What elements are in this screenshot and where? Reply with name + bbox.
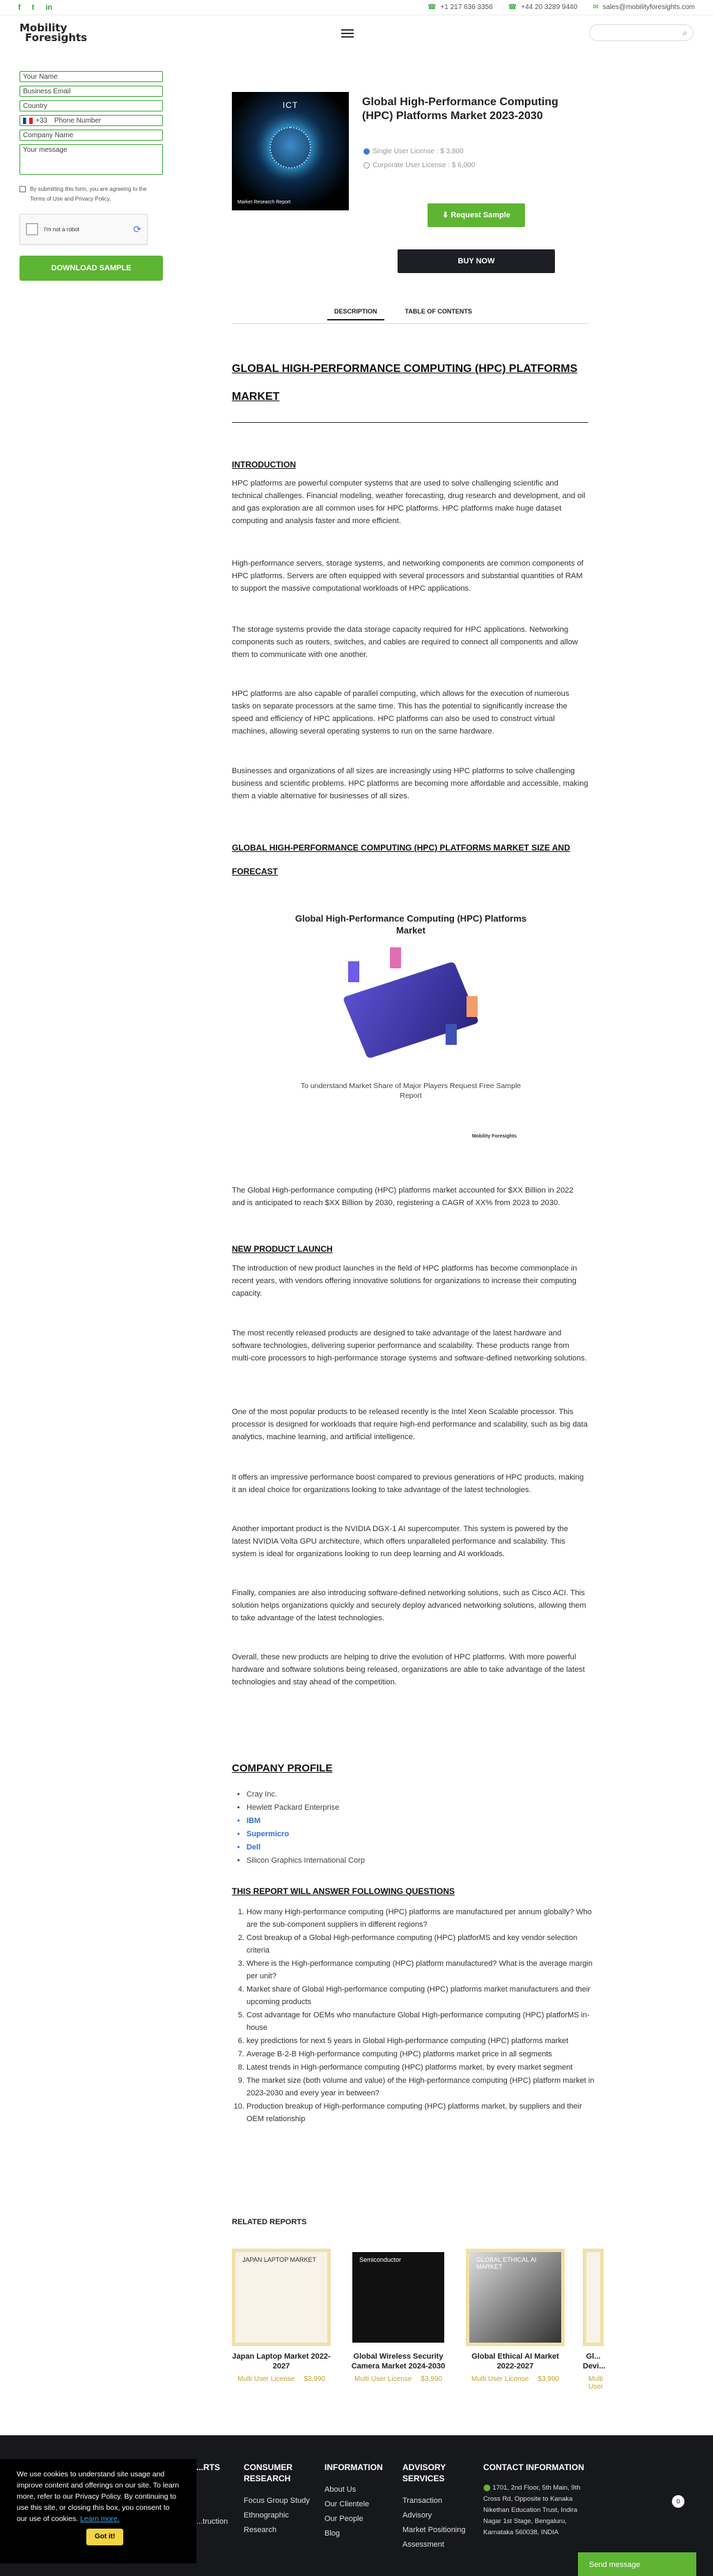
launch-paragraph-4: It offers an impressive performance boost compared to previous generations of HPC products, making it an ideal choice for organizations looking to take advantage of the latest technologies. — [232, 1473, 584, 1494]
product-title: Global High-Performance Computing (HPC) Platforms Market 2023-2030 — [362, 96, 558, 122]
top-bar — [0, 0, 713, 15]
twitter-icon[interactable]: t — [31, 3, 35, 12]
list-item: 8. Latest trends in High-performance computing (HPC) platforms market, by every market segment — [246, 2061, 595, 2074]
cookie-banner — [0, 2459, 196, 2563]
phone-us-text: +1 217 636 3356 — [440, 3, 493, 11]
cookie-accept-button[interactable]: Got it! — [86, 2529, 123, 2545]
license-label: Multi User — [588, 2375, 604, 2391]
cookie-learn-more-link[interactable]: Learn more. — [80, 2515, 120, 2523]
mail-icon: ✉ — [593, 3, 599, 11]
related-report-card[interactable] — [466, 2249, 565, 2391]
related-reports-carousel — [232, 2249, 606, 2391]
infographic-title: Global High-Performance Computing (HPC) Platforms Market — [295, 913, 527, 936]
recaptcha-icon: ⟳ — [133, 223, 141, 235]
product-launch-heading: NEW PRODUCT LAUNCH — [232, 1244, 333, 1254]
related-report-title[interactable]: Japan Laptop Market 2022-2027 — [232, 2352, 331, 2371]
captcha-label: I'm not a robot — [44, 226, 79, 233]
related-report-card[interactable] — [349, 2249, 448, 2391]
download-sample-button[interactable]: DOWNLOAD SAMPLE — [19, 256, 163, 281]
chat-unread-badge[interactable]: 0 — [672, 2495, 684, 2508]
logo-line-1: Mobility — [19, 22, 68, 34]
location-icon: ⬤ — [483, 2484, 493, 2492]
contact-links — [428, 3, 695, 11]
phone-uk-text: +44 20 3289 9440 — [521, 3, 578, 11]
phone-icon: ☎ — [508, 3, 517, 11]
footer-heading: ...RTS — [196, 2462, 221, 2472]
list-item: 10. Production breakup of High-performance computing (HPC) platforms market, by suppliers and their OEM relationship — [246, 2100, 595, 2125]
price-label: $3,990 — [538, 2375, 559, 2383]
license-single-option[interactable] — [363, 148, 464, 155]
report-cover-image — [232, 92, 349, 210]
list-item: 2. Cost breakup of a Global High-performance computing (HPC) platforMS and key vendor selection criteria — [246, 1932, 595, 1957]
launch-paragraph-1: The introduction of new product launches in the field of HPC platforms has become commonplace in recent years, with vendors offering innovative solutions for organizations to increase their computing capacity. — [232, 1264, 577, 1298]
article-main-heading: GLOBAL HIGH-PERFORMANCE COMPUTING (HPC) PLATFORMS MARKET — [232, 363, 578, 403]
license-label: Multi User License — [354, 2375, 412, 2383]
footer-heading: CONTACT INFORMATION — [483, 2462, 584, 2472]
captcha-checkbox[interactable] — [26, 223, 38, 235]
license-corporate-label: Corporate User License : $ 6,000 — [373, 162, 476, 169]
footer-address: 1701, 2nd Floor, 5th Main, 9th Cross Rd, Opposite to Kanaka Nikethan Education Trust, Indira Nagar 1st Stage, Bengaluru, Karnataka 560038, INDIA — [483, 2484, 581, 2536]
site-logo[interactable] — [19, 23, 87, 42]
tab-divider — [232, 323, 588, 324]
footer-link[interactable]: Our People — [324, 2515, 363, 2523]
related-report-card[interactable] — [232, 2249, 331, 2391]
heading-rule — [232, 422, 588, 423]
license-corporate-option[interactable] — [363, 162, 475, 169]
content-tabs — [327, 304, 479, 320]
intro-paragraph-4: HPC platforms are also capable of parallel computing, which allows for the execution of numerous tasks on separate processors at the same time. This has the potential to significantly increase the speed and efficiency of HPC applications. HPC platforms can also be used to construct virtual machines, allowing several operating systems to run on the same hardware. — [232, 690, 570, 736]
company-field[interactable]: Company Name — [19, 130, 163, 141]
launch-paragraph-7: Overall, these new products are helping to drive the evolution of HPC platforms. With more powerful hardware and software solutions being released, organizations are able to take advantage of the latest technologies and stay ahead of the competition. — [232, 1653, 585, 1686]
thumbnail-tag: GLOBAL ETHICAL AI MARKET — [476, 2256, 537, 2270]
phone-link-uk[interactable] — [508, 3, 577, 11]
list-item: 1. How many High-performance computing (HPC) platforms are manufactured per annum globally? Who are the sub-component suppliers in different regions? — [246, 1906, 595, 1931]
list-item-link[interactable]: • IBM — [246, 1815, 365, 1828]
launch-paragraph-3: One of the most popular products to be released recently is the Intel Xeon Scalable processor. This processor is designed for workloads that require high-end performance and scalability, such as big data analytics, machine learning, and artificial intelligence. — [232, 1408, 588, 1441]
footer-info-column — [324, 2462, 387, 2541]
size-forecast-heading: GLOBAL HIGH-PERFORMANCE COMPUTING (HPC) PLATFORMS MARKET SIZE AND FORECAST — [232, 843, 570, 876]
company-profile-heading: COMPANY PROFILE — [232, 1762, 333, 1774]
market-size-paragraph: The Global High-performance computing (HPC) platforms market accounted for $XX Billion in 2022 and is anticipated to reach $XX Billion by 2030, registering a CAGR of XX% from 2023 to 2030. — [232, 1186, 574, 1207]
radio-selected-icon[interactable] — [363, 148, 370, 155]
country-field[interactable]: Country — [19, 100, 163, 111]
footer-link[interactable]: About Us — [324, 2485, 356, 2494]
linkedin-icon[interactable]: in — [45, 3, 53, 12]
footer-link[interactable]: Our Clientele — [324, 2500, 370, 2508]
infographic-caption: To understand Market Share of Major Players Request Free Sample Report — [300, 1082, 522, 1100]
related-report-price-row — [583, 2375, 604, 2391]
email-text: sales@mobilityforesights.com — [602, 3, 695, 11]
related-reports-heading: RELATED REPORTS — [232, 2218, 307, 2226]
send-message-button[interactable]: Send message — [578, 2552, 696, 2576]
related-report-price-row — [232, 2375, 331, 2383]
license-single-label: Single User License : $ 3,800 — [373, 148, 464, 155]
buy-now-button[interactable]: BUY NOW — [398, 249, 555, 273]
related-report-price-row — [349, 2375, 448, 2383]
france-flag-icon[interactable] — [23, 118, 33, 124]
footer-link[interactable]: Transaction Advisory — [402, 2497, 443, 2520]
phone-field[interactable] — [19, 115, 163, 126]
price-label: $3,990 — [304, 2375, 325, 2383]
list-item: 3. Where is the High-performance computing (HPC) platform manufactured? What is the average margin per unit? — [246, 1957, 595, 1983]
request-sample-label: Request Sample — [450, 211, 510, 219]
list-item: 9. The market size (both volume and value) of the High-performance computing (HPC) platform market in 2023-2030 and every year in between? — [246, 2074, 595, 2100]
tab-table-of-contents[interactable]: TABLE OF CONTENTS — [405, 308, 472, 315]
license-label: Multi User License — [237, 2375, 295, 2383]
intro-paragraph-2: High-performance servers, storage systems, and networking components are common components of HPC platforms. Servers are often equipped with several processors and substantial quantities of RAM to support the massive computational workloads of HPC applications. — [232, 559, 583, 593]
cookie-text: We use cookies to understand site usage and improve content and offerings on our site. To learn more, refer to our Privacy Policy. By continuing to use this site, or closing this box, you consent to our use of cookies. — [17, 2470, 180, 2523]
consent-checkbox[interactable] — [19, 186, 26, 192]
intro-heading: INTRODUCTION — [232, 460, 296, 470]
email-link[interactable] — [593, 3, 695, 11]
phone-link-us[interactable] — [428, 3, 493, 11]
footer-link[interactable]: Market Positioning Assessment — [402, 2526, 466, 2549]
request-sample-button[interactable]: ⬇ Request Sample — [428, 203, 525, 227]
facebook-icon[interactable]: f — [18, 3, 21, 12]
cover-category: ICT — [282, 100, 299, 110]
intro-paragraph-3: The storage systems provide the data storage capacity required for HPC applications. Networking components such as routers, switches, and cables are required to connect all components and allow them to communicate with one another. — [232, 626, 578, 659]
price-label: $3,990 — [421, 2375, 442, 2383]
footer-advisory-column — [402, 2462, 472, 2552]
cover-footer: Market Research Report — [237, 200, 291, 205]
footer-heading: CONSUMER RESEARCH — [244, 2462, 293, 2483]
list-item: • Hewlett Packard Enterprise — [246, 1801, 365, 1815]
report-thumbnail[interactable] — [232, 2249, 331, 2346]
report-thumbnail[interactable] — [349, 2249, 448, 2346]
launch-paragraph-5: Another important product is the NVIDIA DGX-1 AI supercomputer. This system is powered by the latest NVIDIA Volta GPU architecture, which offers unparalleled performance and scalability. This system is ideal for organizations looking to run deep learning and AI workloads. — [232, 1525, 568, 1558]
related-report-price-row — [466, 2375, 565, 2383]
footer-heading: ADVISORY SERVICES — [402, 2462, 446, 2483]
search-icon[interactable]: ⌕ — [682, 27, 687, 38]
consent-text: By submitting this form, you are agreeing to the Terms of Use and Privacy Policy. — [30, 186, 147, 202]
recaptcha-widget — [19, 214, 148, 245]
intro-paragraph-1: HPC platforms are powerful computer systems that are used to solve challenging scientific and technical challenges. Financial modeling, weather forecasting, drug research and development, and oil and gas exploration are all common uses for HPC platforms. HPC platforms make huge dataset computing and analysis faster and more efficient. — [232, 479, 586, 525]
thumbnail-tag: JAPAN LAPTOP MARKET — [242, 2256, 317, 2263]
footer-link[interactable]: Ethnographic Research — [244, 2511, 289, 2534]
message-field[interactable]: Your message — [19, 144, 163, 175]
report-thumbnail[interactable] — [583, 2249, 604, 2346]
list-item-link[interactable]: • Supermicro — [246, 1828, 365, 1841]
globe-graphic-icon — [269, 127, 311, 169]
search-input[interactable] — [589, 24, 694, 41]
name-field[interactable]: Your Name — [19, 71, 163, 82]
site-header — [0, 15, 713, 50]
questions-heading: THIS REPORT WILL ANSWER FOLLOWING QUESTIONS — [232, 1886, 455, 1896]
list-item: • Silicon Graphics International Corp — [246, 1854, 365, 1868]
list-item: 4. Market share of Global High-performance computing (HPC) platforms market manufacturers and their upcoming products — [246, 1983, 595, 2008]
related-report-title[interactable]: Global Ethical AI Market 2022-2027 — [471, 2352, 559, 2371]
report-thumbnail[interactable] — [466, 2249, 565, 2346]
phone-icon: ☎ — [427, 3, 437, 11]
footer-heading: INFORMATION — [324, 2462, 383, 2472]
launch-paragraph-2: The most recently released products are designed to take advantage of the latest hardware and software technologies, delivering superior performance and scalability. These products range from multi-core processors to high-performance storage systems and software-defined networking solutions. — [232, 1329, 587, 1363]
company-list — [246, 1788, 365, 1868]
radio-unselected-icon[interactable] — [363, 162, 370, 169]
email-field[interactable]: Business Email — [19, 86, 163, 97]
footer-link[interactable]: Focus Group Study — [244, 2497, 310, 2505]
thumbnail-tag: Semiconductor — [359, 2256, 402, 2263]
social-links — [18, 3, 52, 12]
intro-paragraph-5: Businesses and organizations of all sizes are increasingly using HPC platforms to solve challenging business and scientific problems. HPC platforms are becoming more affordable and accessible, making them a viable alternative for businesses of all sizes. — [232, 767, 588, 800]
footer-link[interactable]: ...truction — [196, 2517, 228, 2526]
footer-reports-column — [196, 2462, 228, 2529]
list-item: • Cray Inc. — [246, 1788, 365, 1801]
footer-link[interactable]: Blog — [324, 2529, 340, 2538]
menu-icon[interactable] — [341, 29, 354, 38]
related-report-title[interactable]: Global Wireless Security Camera Market 2024-2030 — [351, 2352, 446, 2371]
infographic-logo: Mobility Foresights — [471, 1134, 517, 1139]
license-label: Multi User License — [471, 2375, 529, 2383]
related-report-card[interactable] — [583, 2249, 604, 2391]
related-report-title[interactable]: Gl... Devi... — [583, 2352, 606, 2371]
footer-consumer-column — [244, 2462, 313, 2538]
list-item: 5. Cost advantage for OEMs who manufacture Global High-performance computing (HPC) platforMS in-house — [246, 2009, 595, 2034]
market-infographic[interactable] — [292, 913, 529, 1149]
logo-line-2: Foresights — [25, 31, 88, 44]
launch-paragraph-6: Finally, companies are also introducing software-defined networking solutions, such as Cisco ACI. This solution helps organizations quickly and securely deploy advanced networking solutions, allowing them to take advantage of the latest technologies. — [232, 1589, 586, 1622]
footer-contact-column — [483, 2462, 588, 2538]
list-item-link[interactable]: • Dell — [246, 1841, 365, 1854]
list-item: 6. key predictions for next 5 years in Global High-performance computing (HPC) platforms market — [246, 2035, 595, 2047]
phone-country-code[interactable]: +33 — [36, 116, 47, 125]
tab-description[interactable]: DESCRIPTION — [327, 304, 384, 320]
phone-placeholder: Phone Number — [54, 116, 102, 125]
list-item: 7. Average B-2-B High-performance computing (HPC) platforms market price in all segments — [246, 2048, 595, 2061]
consent-row — [19, 185, 163, 204]
server-platform-illustration — [327, 947, 494, 1066]
questions-list — [246, 1906, 595, 2126]
sample-request-form — [19, 71, 163, 281]
